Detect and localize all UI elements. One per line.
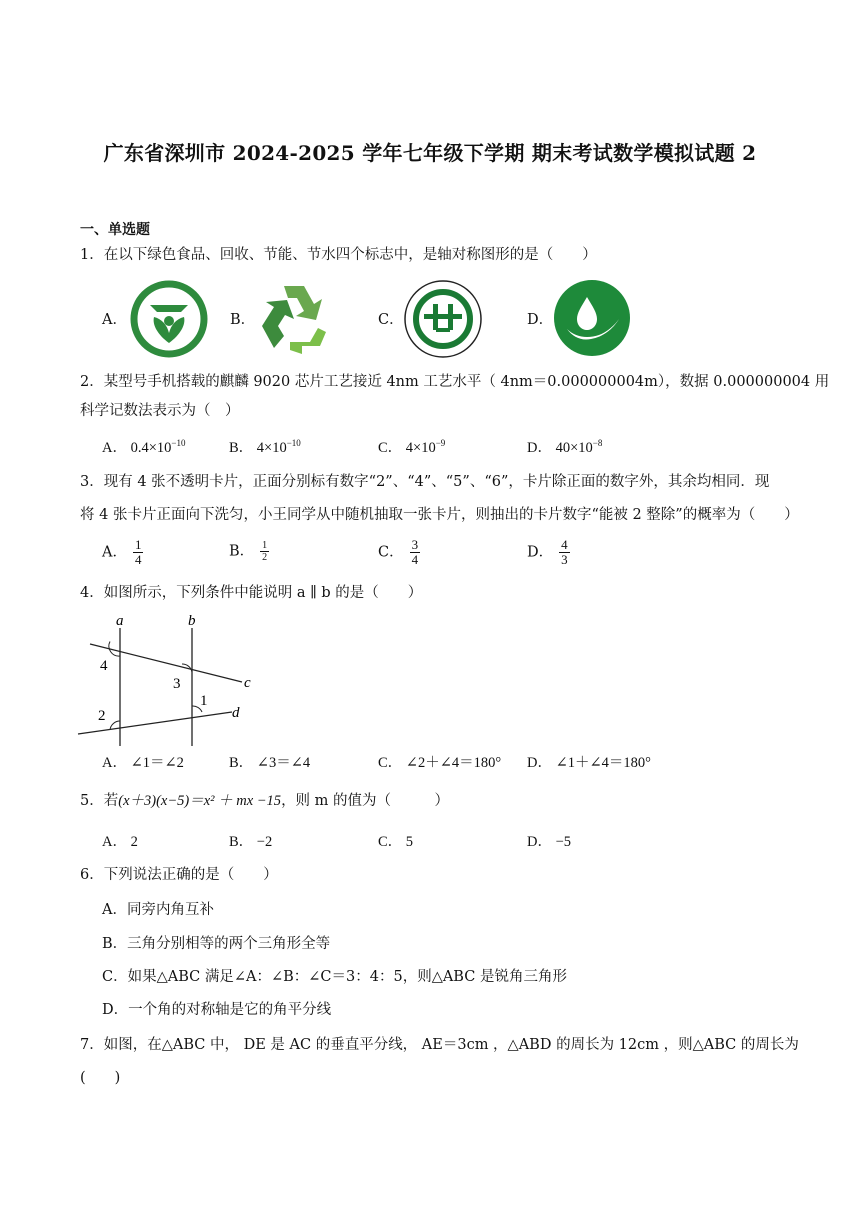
- question-1-text: 1．在以下绿色食品、回收、节能、节水四个标志中，是轴对称图形的是（ ）: [80, 247, 597, 263]
- q2-option-a: A． $0.4\times 10^{-10}$: [102, 438, 186, 456]
- q2-option-d: D． $40\times 10^{-8}$: [527, 438, 603, 456]
- q4-option-c: C． ∠2＋∠4＝180°: [378, 755, 502, 771]
- question-6-text: 6．下列说法正确的是（ ）: [80, 867, 278, 883]
- q1-option-d-label: D．: [527, 312, 554, 328]
- q2-option-c: C． $4\times 10^{-9}$: [378, 438, 446, 456]
- q1-option-a-label: A．: [102, 312, 127, 328]
- q3-option-b: B． $\frac{1}{2}$: [229, 540, 268, 563]
- q6-option-b: B．三角分别相等的两个三角形全等: [102, 936, 331, 952]
- q3-option-c: C． $\frac{3}{4}$: [378, 537, 419, 567]
- section-title: 一、单选题: [80, 222, 150, 238]
- q5-option-b: B． −2: [229, 834, 273, 850]
- angle-label-3: 3: [173, 676, 181, 692]
- parallel-lines-figure: [76, 610, 266, 750]
- q5-option-a: A． 2: [102, 834, 138, 850]
- q6-option-c: C．如果△ABC 满足∠A：∠B：∠C＝3：4：5，则△ABC 是锐角三角形: [102, 969, 567, 985]
- angle-label-4: 4: [100, 658, 108, 674]
- q3-option-d: D． $\frac{4}{3}$: [527, 537, 568, 567]
- line-label-d: d: [232, 705, 240, 721]
- q2-option-b: B． $4\times 10^{-10}$: [229, 438, 301, 456]
- q5-option-c: C． 5: [378, 834, 414, 850]
- q1-option-b-label: B．: [230, 312, 256, 328]
- question-3-line-1: 3．现有 4 张不透明卡片，正面分别标有数字“2”、“4”、“5”、“6”，卡片除正面的数字外，其余均相同．现: [80, 474, 770, 490]
- q1-option-c-label: C．: [378, 312, 404, 328]
- question-4-text: 4．如图所示，下列条件中能说明 a ∥ b 的是（ ）: [80, 585, 423, 601]
- recycle-logo-icon: [254, 280, 334, 356]
- angle-label-1: 1: [200, 693, 208, 709]
- q6-option-d: D．一个角的对称轴是它的角平分线: [102, 1002, 332, 1018]
- line-label-c: c: [244, 675, 251, 691]
- angle-label-2: 2: [98, 708, 106, 724]
- q4-option-a: A． ∠1＝∠2: [102, 755, 184, 771]
- question-3-line-2: 将 4 张卡片正面向下洗匀，小王同学从中随机抽取一张卡片，则抽出的卡片数字“能被 2 整除”的概率为（ ）: [80, 507, 799, 523]
- line-label-b: b: [188, 613, 196, 629]
- q4-option-b: B． ∠3＝∠4: [229, 755, 311, 771]
- question-5-text: 5．若(x＋3)(x−5)＝x² ＋ mx −15，则 m 的值为（ ）: [80, 793, 450, 809]
- question-2-line-2: 科学记数法表示为（ ）: [80, 403, 240, 419]
- page-title: 广东省深圳市 2024-2025 学年七年级下学期 期末考试数学模拟试题 2: [103, 141, 757, 165]
- q3-option-a: A． $\frac{1}{4}$: [102, 537, 142, 567]
- line-label-a: a: [116, 613, 124, 629]
- q6-option-a: A．同旁内角互补: [102, 902, 214, 918]
- question-2-line-1: 2．某型号手机搭载的麒麟 9020 芯片工艺接近 4nm 工艺水平（ 4nm＝0.000000004m），数据 0.000000004 用: [80, 374, 830, 390]
- question-7-line-2: ( ): [80, 1070, 121, 1086]
- water-saving-logo-icon: [553, 279, 631, 357]
- q4-option-d: D． ∠1＋∠4＝180°: [527, 755, 651, 771]
- green-food-logo-icon: [130, 281, 208, 357]
- question-7-line-1: 7．如图，在△ABC 中， DE 是 AC 的垂直平分线， AE＝3cm ，△ABD 的周长为 12cm ，则△ABC 的周长为: [80, 1037, 799, 1053]
- energy-saving-logo-icon: [402, 278, 484, 360]
- q5-option-d: D． −5: [527, 834, 572, 850]
